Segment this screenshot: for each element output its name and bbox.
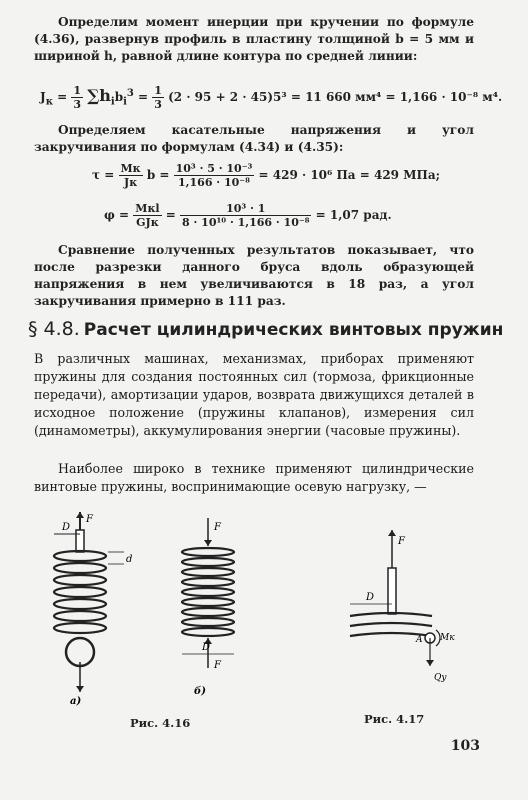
fraction: $\frac{1}{3}$ xyxy=(154,84,162,111)
paragraph-stresses: Определяем касательные напряжения и угол закручивания по формулам (4.34) и (4.35): xyxy=(34,123,474,154)
caption-figure-4-16: Рис. 4.16 xyxy=(130,716,191,730)
label-d: d xyxy=(126,554,133,565)
label-a: а) xyxy=(70,696,82,707)
formula-phi: φ = $\frac{\text{Mкl}}{\text{GJк}}$ = $\frac{\text{10³ · 1}}{\text{8 · 10¹⁰ · 1,166 · 10⁻⁸}}$ = 1,07 рад. xyxy=(104,202,392,229)
label-A: A xyxy=(416,635,423,645)
label-F: F xyxy=(86,514,93,525)
fraction: $\frac{Mк}{Jк}$ xyxy=(120,162,141,189)
label-D: D xyxy=(366,592,375,603)
paragraph-moment-of-inertia: Определим момент инерции при кручении по формуле (4.36), развернув профиль в пластину толщиной b = 5 мм и шириной h, равной длине контура по средней линии: xyxy=(34,15,474,63)
label-D: D xyxy=(202,642,211,653)
label-F: F xyxy=(214,522,221,533)
label-Qy: Qy xyxy=(434,673,447,683)
fraction: $\frac{\text{10³ · 5 · 10⁻³}}{\text{1,166 · 10⁻⁸}}$ xyxy=(175,162,253,189)
formula-tau: τ = $\frac{Mк}{Jк}$ b = $\frac{\text{10³ · 5 · 10⁻³}}{\text{1,166 · 10⁻⁸}}$ = 429 · 10⁶ Па = 429 МПа; xyxy=(92,162,441,189)
fraction: $\frac{\text{10³ · 1}}{\text{8 · 10¹⁰ · 1,166 · 10⁻⁸}}$ xyxy=(182,202,310,229)
spring-hook-top xyxy=(76,530,84,552)
spring-coils xyxy=(54,551,106,633)
figure-spring-a xyxy=(40,512,140,712)
label-Mk: Mк xyxy=(440,633,455,643)
formula-jk: $J_к$ = $\frac{1}{3}$ $\sum h_ib_i^3$ = $\frac{1}{3}$ (2 · 95 + 2 · 45)5³ = 11 660 мм⁴ = 1,166 · 10⁻⁸ м⁴. xyxy=(40,84,503,111)
paragraph-springs-types: Наиболее широко в технике применяют цилиндрические винтовые пружины, воспринимающие осевую нагрузку, — xyxy=(34,461,474,494)
page-number: 103 xyxy=(450,738,480,754)
section-heading: § 4.8. Расчет цилиндрических винтовых пружин xyxy=(28,318,504,340)
label-b: б) xyxy=(194,686,206,697)
figure-spring-section xyxy=(336,530,466,690)
paragraph-comparison: Сравнение полученных результатов показывает, что после разрезки данного бруса вдоль образующей напряжения в нем увеличиваются в 18 раз, а угол закручивания примерно в 111 раз. xyxy=(34,243,474,308)
caption-figure-4-17: Рис. 4.17 xyxy=(364,712,425,726)
spring-half-coils xyxy=(350,613,432,636)
spring-coils xyxy=(182,548,234,636)
label-F-bottom: F xyxy=(214,660,221,671)
figure-spring-b xyxy=(168,518,258,708)
label-D: D xyxy=(62,522,71,533)
spring-hook-bottom xyxy=(66,638,94,666)
fraction: $\frac{\text{Mкl}}{\text{GJк}}$ xyxy=(135,202,160,229)
spring-rod xyxy=(388,568,396,614)
label-F: F xyxy=(398,536,405,547)
force-arrow-head xyxy=(76,512,84,518)
paragraph-springs-usage: В различных машинах, механизмах, приборах применяют пружины для создания постоянных сил (тормоза, фрикционные передачи), амортизации ударов, возврата движущихся деталей в исходное положение (пружины клапанов), измерения сил (динамометры), аккумулирования энергии (часовые пружины). xyxy=(34,351,474,438)
fraction: $\frac{1}{3}$ xyxy=(73,84,81,111)
